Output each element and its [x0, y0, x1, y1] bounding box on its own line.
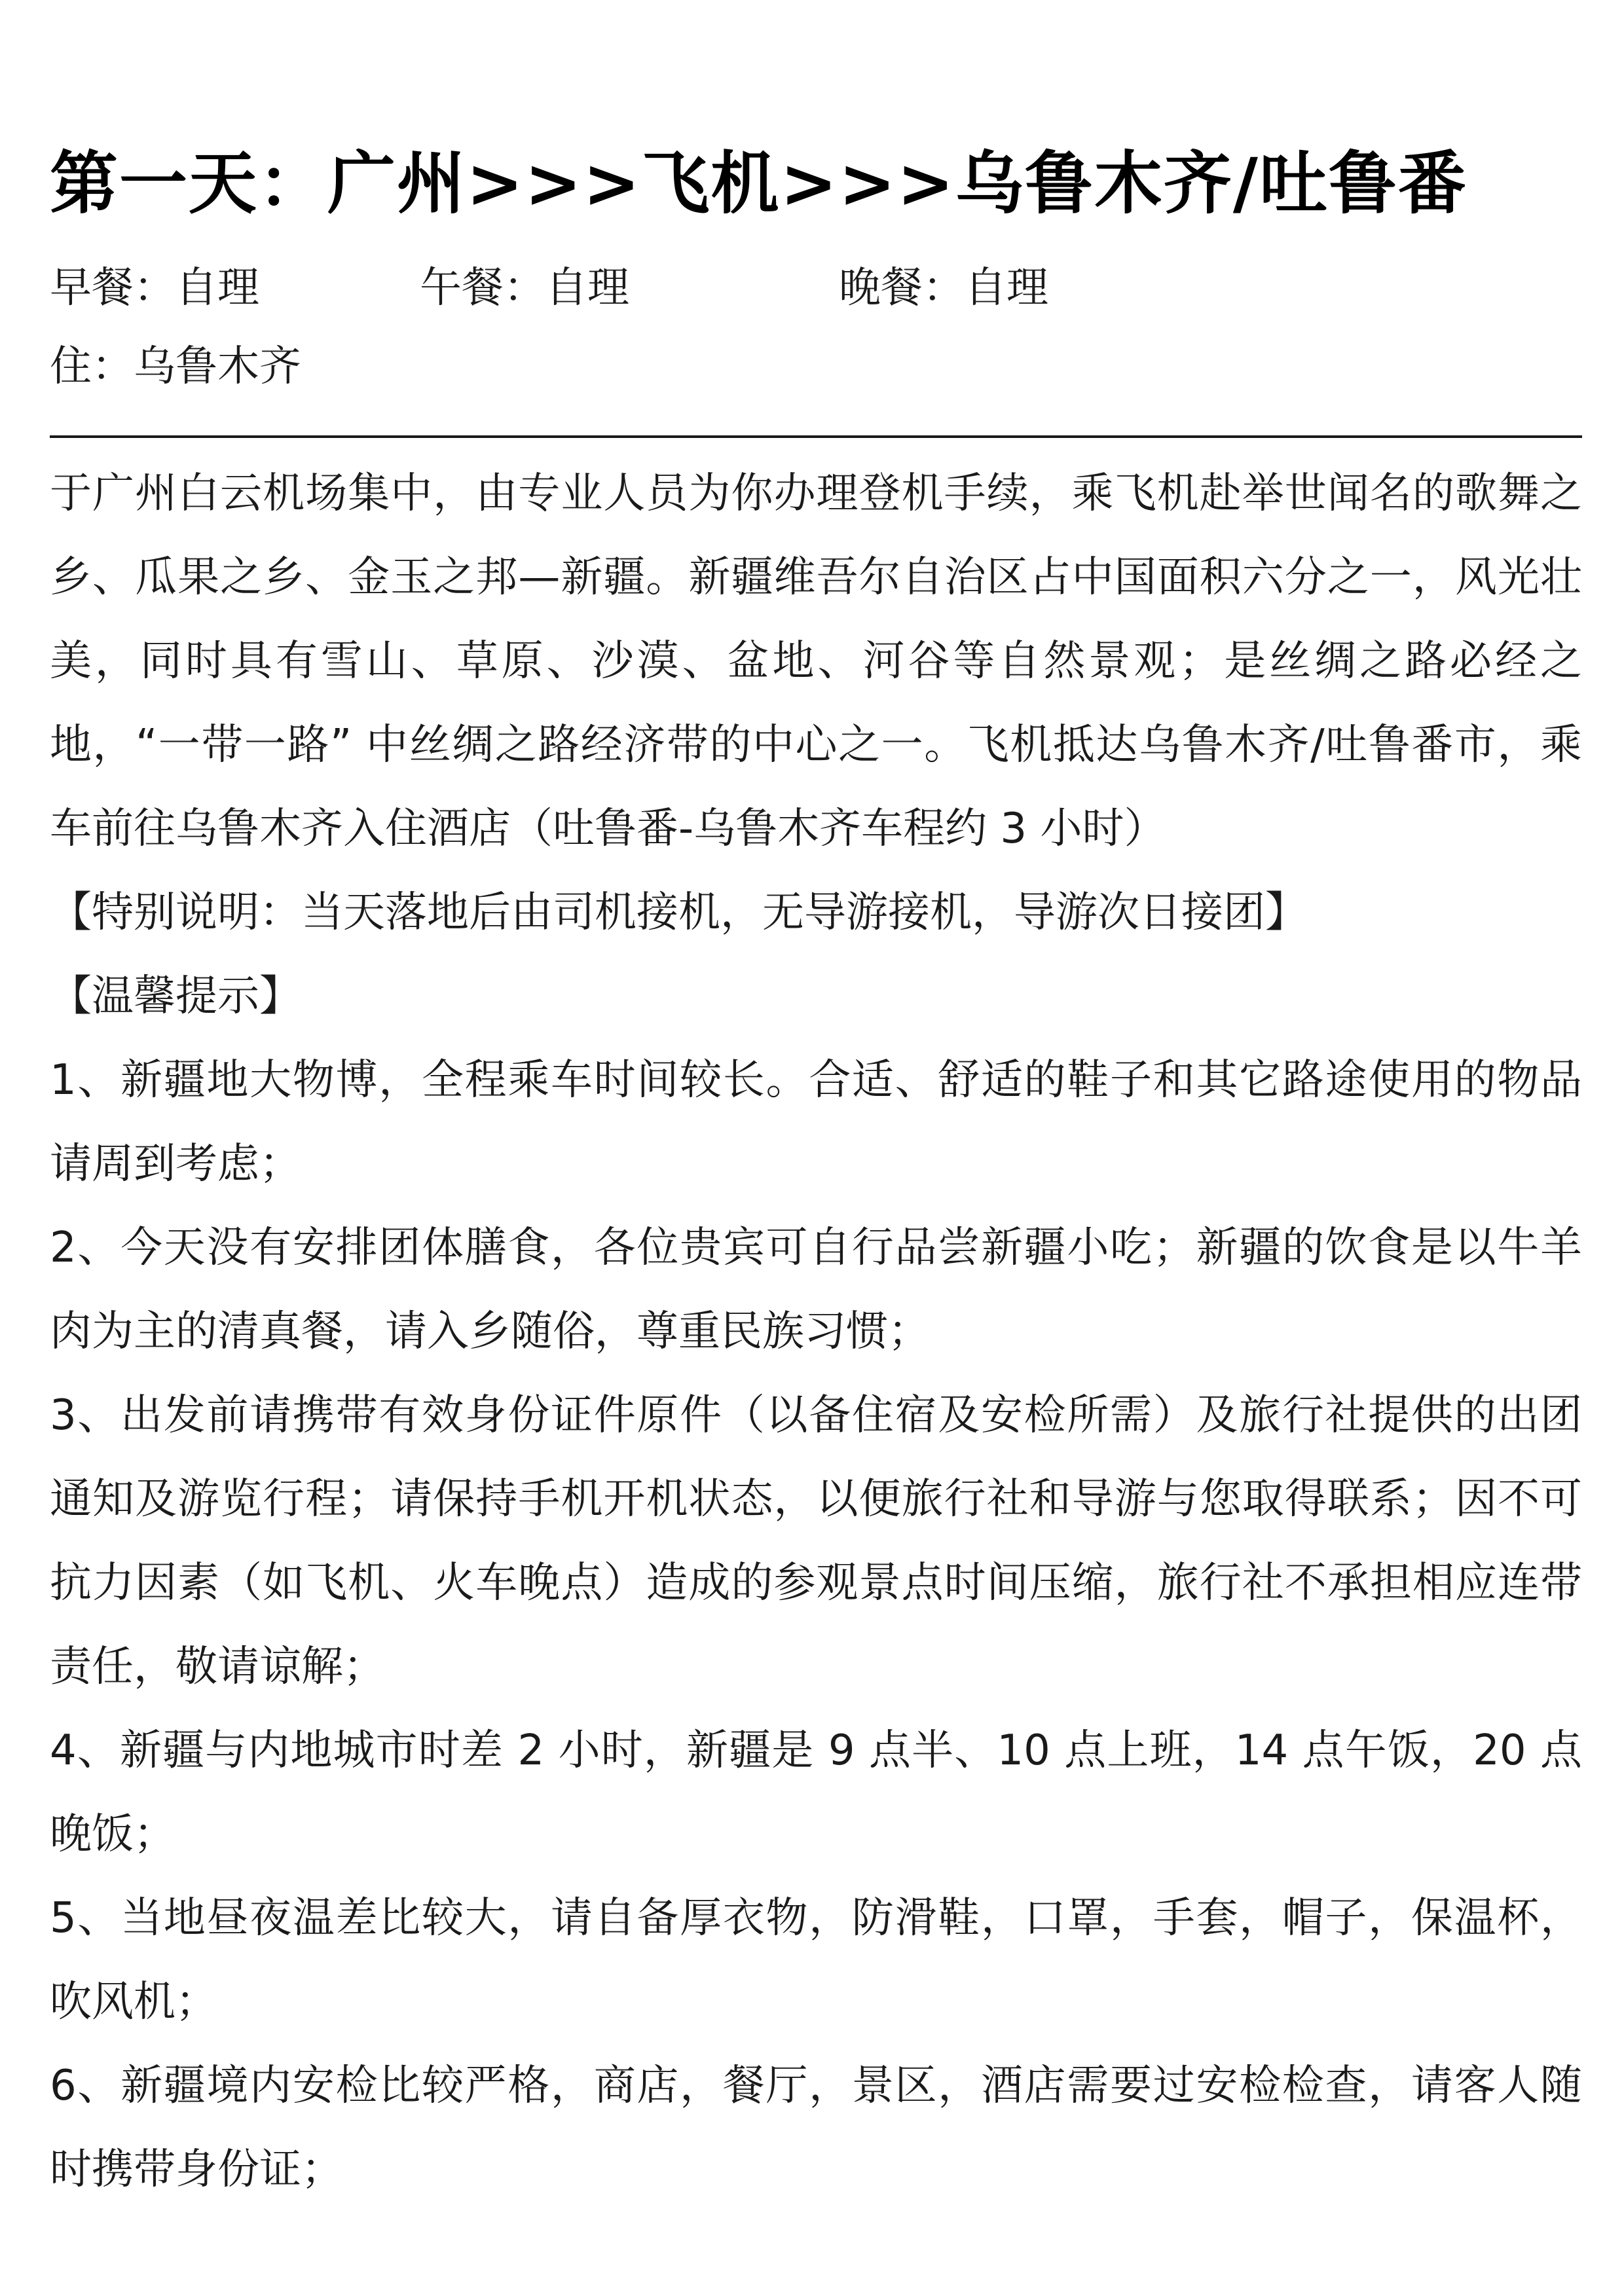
meals-row [50, 255, 1582, 321]
breakfast-info: 早餐：自理 [50, 264, 259, 312]
tip-item: 1、新疆地大物博，全程乘车时间较长。合适、舒适的鞋子和其它路途使用的物品请周到考虑； [50, 1056, 1582, 1188]
special-note: 【特别说明：当天落地后由司机接机，无导游接机，导游次日接团】 [50, 888, 1307, 937]
day-title: 第一天：广州>>>飞机>>>乌鲁木齐/吐鲁番 [50, 143, 1467, 223]
tip-item: 2、今天没有安排团体膳食，各位贵宾可自行品尝新疆小吃；新疆的饮食是以牛羊肉为主的清真餐，请入乡随俗，尊重民族习惯； [50, 1224, 1582, 1356]
tip-item: 3、出发前请携带有效身份证件原件（以备住宿及安检所需）及旅行社提供的出团通知及游览行程；请保持手机开机状态，以便旅行社和导游与您取得联系；因不可抗力因素（如飞机、火车晚点）造成的参观景点时间压缩，旅行社不承担相应连带责任，敬请谅解； [50, 1391, 1582, 1691]
itinerary-content [50, 452, 1582, 2212]
tip-item: 6、新疆境内安检比较严格，商店，餐厅，景区，酒店需要过安检检查，请客人随时携带身份证； [50, 2062, 1582, 2194]
tips-heading: 【温馨提示】 [50, 972, 301, 1021]
accommodation-info: 住：乌鲁木齐 [50, 342, 301, 391]
dinner-info: 晚餐：自理 [839, 264, 1048, 312]
intro-paragraph: 于广州白云机场集中，由专业人员为你办理登机手续，乘飞机赴举世闻名的歌舞之乡、瓜果之乡、金玉之邦—新疆。新疆维吾尔自治区占中国面积六分之一，风光壮美，同时具有雪山、草原、沙漠、盆地、河谷等自然景观；是丝绸之路必经之地，“一带一路” 中丝绸之路经济带的中心之一。飞机抵达乌鲁木齐/吐鲁番市，乘车前往乌鲁木齐入住酒店（吐鲁番-乌鲁木齐车程约 3 小时） [50, 469, 1582, 853]
tip-item: 4、新疆与内地城市时差 2 小时，新疆是 9 点半、10 点上班，14 点午饭，20 点晚饭； [50, 1726, 1582, 1859]
section-divider [50, 435, 1582, 438]
tip-item: 5、当地昼夜温差比较大，请自备厚衣物，防滑鞋，口罩，手套，帽子，保温杯，吹风机； [50, 1894, 1582, 2026]
lunch-info: 午餐：自理 [420, 264, 629, 312]
